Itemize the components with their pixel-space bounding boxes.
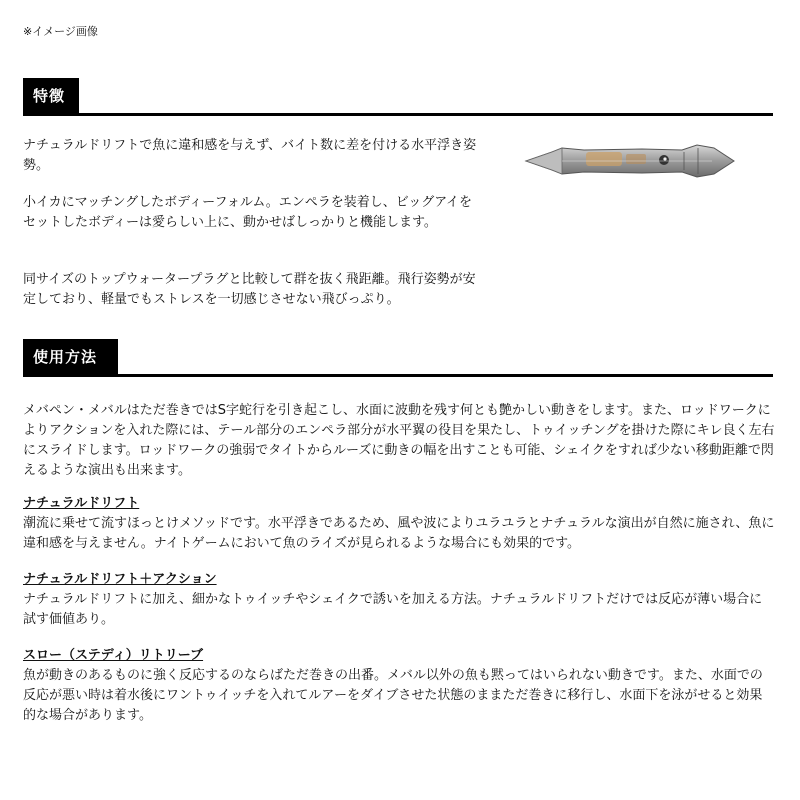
lure-product-image — [522, 140, 737, 182]
method-text-drift-action: ナチュラルドリフトに加え、細かなトゥイッチやシェイクで誘いを加える方法。ナチュラルドリフトだけでは反応が薄い場合に試す価値あり。 — [23, 592, 763, 627]
method-text-natural-drift: 潮流に乗せて流すほっとけメソッドです。水平浮きであるため、風や波によりユラユラとナチュラルな演出が自然に施され、魚に違和感を与えません。ナイトゲームにおいて魚のライズが見られるような場合にも効果的です。 — [23, 516, 775, 551]
section-header-usage — [23, 339, 773, 377]
section-title-usage: 使用方法 — [23, 339, 118, 375]
feature-paragraph: 同サイズのトップウォータープラグと比較して群を抜く飛距離。飛行姿勢が安定しており、軽量でもストレスを一切感じさせない飛びっぷり。 — [23, 272, 476, 307]
image-note: ※イメージ画像 — [23, 25, 98, 38]
method-title-natural-drift: ナチュラルドリフト — [23, 496, 140, 511]
feature-paragraph: ナチュラルドリフトで魚に違和感を与えず、バイト数に差を付ける水平浮き姿勢。 — [23, 138, 477, 173]
method-title-slow-retrieve: スロー（ステディ）リトリーブ — [23, 648, 204, 663]
method-title-drift-action: ナチュラルドリフト＋アクション — [23, 572, 217, 587]
section-divider — [23, 113, 773, 116]
section-divider — [23, 374, 773, 377]
section-header-features — [23, 78, 773, 116]
section-title-features: 特徴 — [23, 78, 79, 114]
squid-lure-icon — [522, 140, 737, 182]
feature-paragraph: 小イカにマッチングしたボディーフォルム。エンペラを装着し、ビッグアイをセットしたボディーは愛らしい上に、動かせばしっかりと機能します。 — [23, 195, 473, 230]
method-text-slow-retrieve: 魚が動きのあるものに強く反応するのならばただ巻きの出番。メバル以外の魚も黙ってはいられない動きです。また、水面での反応が悪い時は着水後にワントゥイッチを入れてルアーをダイブさせた状態のままただ巻きに移行し、水面下を泳がせると効果的な場合があります。 — [23, 668, 763, 723]
usage-intro-paragraph: メバペン・メバルはただ巻きではS字蛇行を引き起こし、水面に波動を残す何とも艶かしい動きをします。また、ロッドワークによりアクションを入れた際には、テール部分のエンペラ部分が水平翼の役目を果たし、トゥイッチングを掛けた際にキレ良く左右にスライドします。ロッドワークの強弱でタイトからルーズに動きの幅を出すことも可能、シェイクをすれば少ない移動距離で閃えるような演出も出来ます。 — [23, 403, 775, 478]
